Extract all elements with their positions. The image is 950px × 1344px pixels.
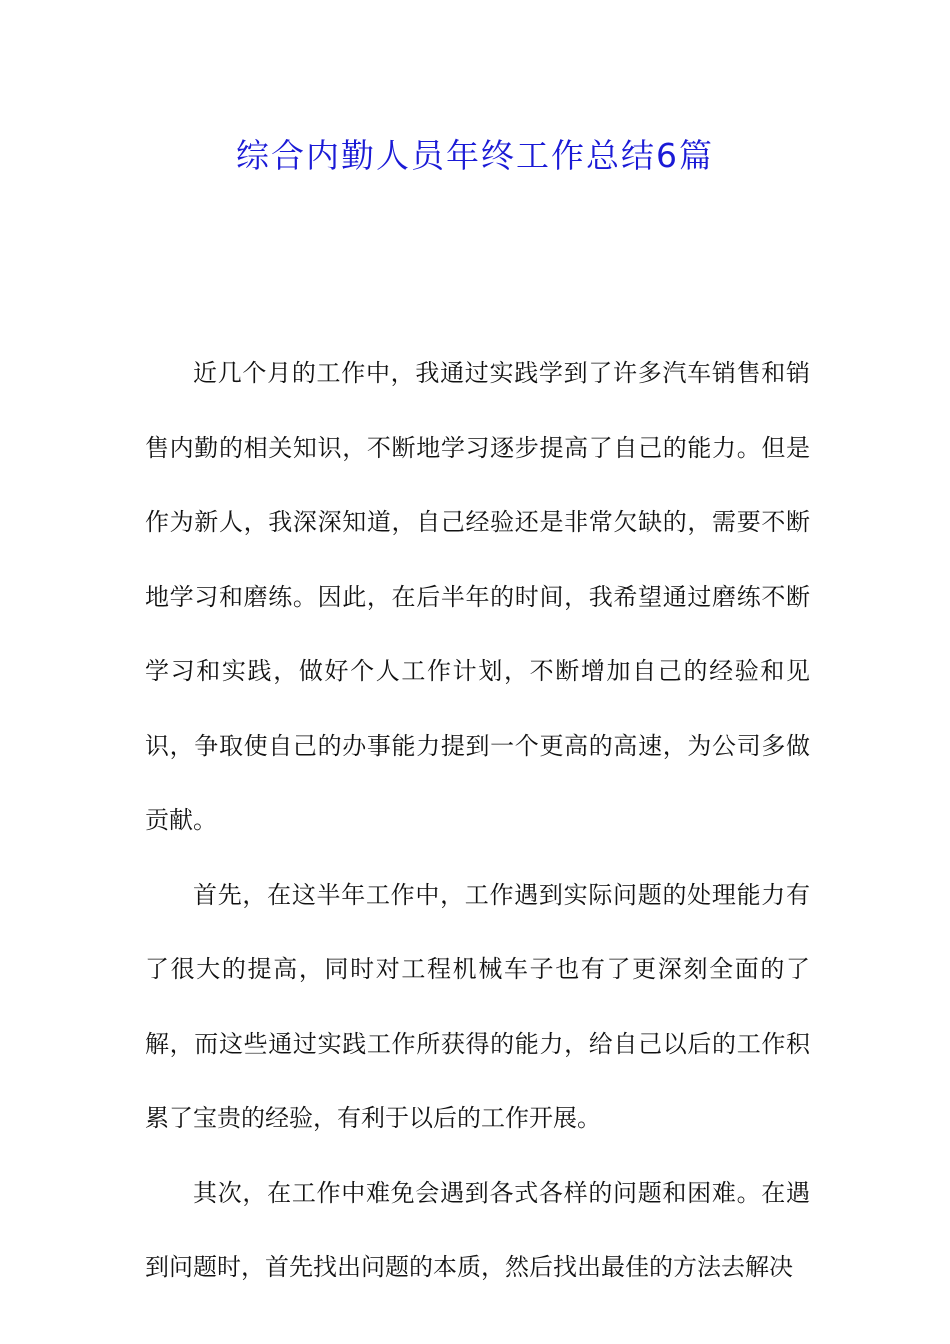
document-body <box>145 336 810 1305</box>
paragraph-1: 近几个月的工作中，我通过实践学到了许多汽车销售和销售内勤的相关知识，不断地学习逐步提高了自己的能力。但是作为新人，我深深知道，自己经验还是非常欠缺的，需要不断地学习和磨练。因此，在后半年的时间，我希望通过磨练不断学习和实践，做好个人工作计划，不断增加自己的经验和见识，争取使自己的办事能力提到一个更高的高速，为公司多做贡献。 <box>145 359 810 834</box>
paragraph-2: 首先，在这半年工作中，工作遇到实际问题的处理能力有了很大的提高，同时对工程机械车子也有了更深刻全面的了解，而这些通过实践工作所获得的能力，给自己以后的工作积累了宝贵的经验，有利于以后的工作开展。 <box>145 880 810 1132</box>
paragraph-3: 其次，在工作中难免会遇到各式各样的问题和困难。在遇到问题时，首先找出问题的本质，然后找出最佳的方法去解决 <box>145 1178 810 1281</box>
document-title: 综合内勤人员年终工作总结6篇 <box>236 136 714 175</box>
